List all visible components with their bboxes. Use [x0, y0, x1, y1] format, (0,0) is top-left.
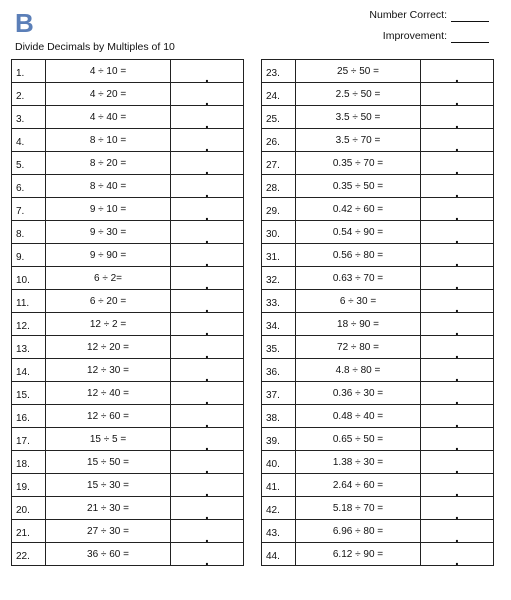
- problem-expression: 4 ÷ 20 =: [46, 83, 171, 106]
- problem-row: [262, 244, 494, 267]
- answer-cell[interactable]: [171, 152, 244, 175]
- improvement-label: Improvement:: [382, 30, 447, 42]
- answer-cell[interactable]: [421, 543, 494, 566]
- answer-cell[interactable]: [171, 221, 244, 244]
- decimal-point-mark: .: [455, 230, 459, 246]
- problem-number: 17.: [12, 428, 46, 451]
- answer-cell[interactable]: [421, 244, 494, 267]
- problem-number: 9.: [12, 244, 46, 267]
- answer-cell[interactable]: [171, 497, 244, 520]
- answer-cell[interactable]: [171, 474, 244, 497]
- problem-row: [12, 382, 244, 405]
- answer-cell[interactable]: [421, 60, 494, 83]
- answer-cell[interactable]: [171, 60, 244, 83]
- problem-number: 32.: [262, 267, 296, 290]
- problem-row: [12, 152, 244, 175]
- problem-row: [12, 175, 244, 198]
- problem-number: 4.: [12, 129, 46, 152]
- decimal-point-mark: .: [205, 138, 209, 154]
- problem-number: 27.: [262, 152, 296, 175]
- problem-number: 1.: [12, 60, 46, 83]
- problem-number: 31.: [262, 244, 296, 267]
- problem-row: [12, 359, 244, 382]
- answer-cell[interactable]: [171, 543, 244, 566]
- problem-row: [12, 106, 244, 129]
- decimal-point-mark: .: [205, 552, 209, 568]
- answer-cell[interactable]: [171, 405, 244, 428]
- problem-expression: 0.56 ÷ 80 =: [296, 244, 421, 267]
- problem-number: 7.: [12, 198, 46, 221]
- decimal-point-mark: .: [455, 368, 459, 384]
- problem-row: [12, 129, 244, 152]
- problem-expression: 36 ÷ 60 =: [46, 543, 171, 566]
- problem-number: 43.: [262, 520, 296, 543]
- problem-expression: 6.12 ÷ 90 =: [296, 543, 421, 566]
- sprint-letter: B: [15, 8, 34, 38]
- answer-cell[interactable]: [171, 129, 244, 152]
- problem-number: 12.: [12, 313, 46, 336]
- problem-number: 6.: [12, 175, 46, 198]
- problem-row: [262, 175, 494, 198]
- answer-cell[interactable]: [421, 313, 494, 336]
- problem-row: [262, 520, 494, 543]
- number-correct-label: Number Correct:: [369, 9, 447, 21]
- decimal-point-mark: .: [205, 161, 209, 177]
- problem-expression: 0.48 ÷ 40 =: [296, 405, 421, 428]
- answer-cell[interactable]: [171, 244, 244, 267]
- problem-row: [12, 313, 244, 336]
- answer-cell[interactable]: [421, 520, 494, 543]
- problem-row: [262, 405, 494, 428]
- answer-cell[interactable]: [171, 520, 244, 543]
- decimal-point-mark: .: [205, 460, 209, 476]
- answer-cell[interactable]: [421, 221, 494, 244]
- answer-cell[interactable]: [171, 290, 244, 313]
- problem-expression: 6 ÷ 2=: [46, 267, 171, 290]
- decimal-point-mark: .: [205, 322, 209, 338]
- problem-row: [262, 129, 494, 152]
- problem-row: [262, 267, 494, 290]
- decimal-point-mark: .: [205, 414, 209, 430]
- problem-expression: 2.64 ÷ 60 =: [296, 474, 421, 497]
- problem-row: [12, 428, 244, 451]
- decimal-point-mark: .: [455, 138, 459, 154]
- answer-cell[interactable]: [421, 129, 494, 152]
- problem-row: [12, 290, 244, 313]
- decimal-point-mark: .: [205, 92, 209, 108]
- problem-row: [262, 290, 494, 313]
- answer-cell[interactable]: [421, 198, 494, 221]
- problem-expression: 5.18 ÷ 70 =: [296, 497, 421, 520]
- decimal-point-mark: .: [455, 207, 459, 223]
- answer-cell[interactable]: [421, 405, 494, 428]
- decimal-point-mark: .: [455, 391, 459, 407]
- decimal-point-mark: .: [205, 184, 209, 200]
- decimal-point-mark: .: [455, 161, 459, 177]
- decimal-point-mark: .: [455, 322, 459, 338]
- problem-number: 26.: [262, 129, 296, 152]
- answer-cell[interactable]: [421, 152, 494, 175]
- problem-number: 3.: [12, 106, 46, 129]
- decimal-point-mark: .: [205, 69, 209, 85]
- problem-row: [262, 60, 494, 83]
- problem-number: 24.: [262, 83, 296, 106]
- problem-expression: 25 ÷ 50 =: [296, 60, 421, 83]
- problem-row: [12, 474, 244, 497]
- problem-number: 35.: [262, 336, 296, 359]
- problem-expression: 0.65 ÷ 50 =: [296, 428, 421, 451]
- problem-expression: 15 ÷ 5 =: [46, 428, 171, 451]
- problem-number: 34.: [262, 313, 296, 336]
- decimal-point-mark: .: [205, 368, 209, 384]
- answer-cell[interactable]: [171, 451, 244, 474]
- problem-row: [12, 198, 244, 221]
- decimal-point-mark: .: [205, 299, 209, 315]
- answer-cell[interactable]: [171, 267, 244, 290]
- problem-number: 8.: [12, 221, 46, 244]
- problem-row: [12, 221, 244, 244]
- number-correct-blank[interactable]: [451, 10, 489, 22]
- problem-row: [262, 221, 494, 244]
- problems-table-left: [11, 59, 244, 566]
- answer-cell[interactable]: [171, 359, 244, 382]
- problem-row: [12, 497, 244, 520]
- problem-row: [12, 336, 244, 359]
- problem-expression: 6.96 ÷ 80 =: [296, 520, 421, 543]
- answer-cell[interactable]: [421, 382, 494, 405]
- problem-row: [262, 106, 494, 129]
- problem-number: 22.: [12, 543, 46, 566]
- problem-expression: 0.54 ÷ 90 =: [296, 221, 421, 244]
- problem-expression: 3.5 ÷ 70 =: [296, 129, 421, 152]
- decimal-point-mark: .: [205, 483, 209, 499]
- problem-number: 16.: [12, 405, 46, 428]
- answer-cell[interactable]: [421, 267, 494, 290]
- problem-expression: 0.35 ÷ 50 =: [296, 175, 421, 198]
- answer-cell[interactable]: [421, 175, 494, 198]
- problem-number: 38.: [262, 405, 296, 428]
- problem-row: [262, 451, 494, 474]
- problem-number: 10.: [12, 267, 46, 290]
- problem-number: 13.: [12, 336, 46, 359]
- problem-number: 15.: [12, 382, 46, 405]
- decimal-point-mark: .: [455, 437, 459, 453]
- problem-expression: 4 ÷ 40 =: [46, 106, 171, 129]
- problem-expression: 9 ÷ 10 =: [46, 198, 171, 221]
- problem-number: 11.: [12, 290, 46, 313]
- problem-row: [12, 543, 244, 566]
- problem-row: [12, 520, 244, 543]
- decimal-point-mark: .: [455, 529, 459, 545]
- problem-number: 28.: [262, 175, 296, 198]
- decimal-point-mark: .: [205, 115, 209, 131]
- decimal-point-mark: .: [205, 529, 209, 545]
- problem-row: [262, 359, 494, 382]
- problem-number: 36.: [262, 359, 296, 382]
- problem-expression: 1.38 ÷ 30 =: [296, 451, 421, 474]
- decimal-point-mark: .: [455, 299, 459, 315]
- decimal-point-mark: .: [455, 414, 459, 430]
- problem-number: 18.: [12, 451, 46, 474]
- problem-expression: 9 ÷ 30 =: [46, 221, 171, 244]
- problem-number: 37.: [262, 382, 296, 405]
- decimal-point-mark: .: [455, 69, 459, 85]
- worksheet-subtitle: Divide Decimals by Multiples of 10: [15, 41, 175, 53]
- answer-cell[interactable]: [421, 359, 494, 382]
- decimal-point-mark: .: [205, 437, 209, 453]
- problem-expression: 15 ÷ 50 =: [46, 451, 171, 474]
- decimal-point-mark: .: [455, 506, 459, 522]
- decimal-point-mark: .: [455, 92, 459, 108]
- problem-expression: 0.35 ÷ 70 =: [296, 152, 421, 175]
- decimal-point-mark: .: [455, 253, 459, 269]
- decimal-point-mark: .: [205, 230, 209, 246]
- decimal-point-mark: .: [205, 506, 209, 522]
- problem-expression: 6 ÷ 20 =: [46, 290, 171, 313]
- answer-cell[interactable]: [171, 175, 244, 198]
- problem-expression: 0.63 ÷ 70 =: [296, 267, 421, 290]
- decimal-point-mark: .: [455, 276, 459, 292]
- decimal-point-mark: .: [455, 552, 459, 568]
- answer-cell[interactable]: [171, 198, 244, 221]
- problem-expression: 12 ÷ 2 =: [46, 313, 171, 336]
- problem-expression: 3.5 ÷ 50 =: [296, 106, 421, 129]
- decimal-point-mark: .: [205, 345, 209, 361]
- problem-row: [262, 497, 494, 520]
- problem-expression: 9 ÷ 90 =: [46, 244, 171, 267]
- decimal-point-mark: .: [205, 391, 209, 407]
- problem-expression: 8 ÷ 20 =: [46, 152, 171, 175]
- problem-number: 19.: [12, 474, 46, 497]
- answer-cell[interactable]: [421, 106, 494, 129]
- problem-number: 5.: [12, 152, 46, 175]
- problem-row: [262, 336, 494, 359]
- problem-expression: 21 ÷ 30 =: [46, 497, 171, 520]
- decimal-point-mark: .: [455, 345, 459, 361]
- answer-cell[interactable]: [171, 83, 244, 106]
- problem-row: [262, 382, 494, 405]
- problem-number: 40.: [262, 451, 296, 474]
- problem-row: [12, 405, 244, 428]
- answer-cell[interactable]: [421, 497, 494, 520]
- problem-number: 23.: [262, 60, 296, 83]
- problem-row: [262, 152, 494, 175]
- answer-cell[interactable]: [171, 106, 244, 129]
- problem-expression: 4.8 ÷ 80 =: [296, 359, 421, 382]
- problem-expression: 8 ÷ 10 =: [46, 129, 171, 152]
- decimal-point-mark: .: [205, 207, 209, 223]
- problem-number: 21.: [12, 520, 46, 543]
- problem-row: [262, 543, 494, 566]
- answer-cell[interactable]: [421, 83, 494, 106]
- problem-expression: 18 ÷ 90 =: [296, 313, 421, 336]
- answer-cell[interactable]: [421, 336, 494, 359]
- number-correct-field: [369, 9, 489, 22]
- problem-expression: 2.5 ÷ 50 =: [296, 83, 421, 106]
- decimal-point-mark: .: [455, 115, 459, 131]
- problem-row: [12, 244, 244, 267]
- answer-cell[interactable]: [171, 336, 244, 359]
- problems-table-right: [261, 59, 494, 566]
- answer-cell[interactable]: [421, 290, 494, 313]
- problem-row: [262, 198, 494, 221]
- answer-cell[interactable]: [421, 474, 494, 497]
- problem-number: 20.: [12, 497, 46, 520]
- answer-cell[interactable]: [421, 428, 494, 451]
- problem-expression: 4 ÷ 10 =: [46, 60, 171, 83]
- decimal-point-mark: .: [455, 483, 459, 499]
- problem-row: [12, 60, 244, 83]
- problem-row: [262, 313, 494, 336]
- problem-number: 44.: [262, 543, 296, 566]
- problem-row: [12, 83, 244, 106]
- problem-number: 14.: [12, 359, 46, 382]
- problem-expression: 12 ÷ 60 =: [46, 405, 171, 428]
- problem-expression: 12 ÷ 40 =: [46, 382, 171, 405]
- problem-number: 30.: [262, 221, 296, 244]
- problem-row: [262, 83, 494, 106]
- improvement-field: [383, 30, 489, 43]
- problem-expression: 6 ÷ 30 =: [296, 290, 421, 313]
- answer-cell[interactable]: [171, 382, 244, 405]
- problem-number: 29.: [262, 198, 296, 221]
- problem-number: 39.: [262, 428, 296, 451]
- problem-expression: 0.42 ÷ 60 =: [296, 198, 421, 221]
- decimal-point-mark: .: [205, 253, 209, 269]
- decimal-point-mark: .: [455, 460, 459, 476]
- problem-row: [12, 451, 244, 474]
- problem-row: [12, 267, 244, 290]
- problem-expression: 15 ÷ 30 =: [46, 474, 171, 497]
- problem-expression: 72 ÷ 80 =: [296, 336, 421, 359]
- problem-number: 42.: [262, 497, 296, 520]
- answer-cell[interactable]: [421, 451, 494, 474]
- problem-expression: 12 ÷ 30 =: [46, 359, 171, 382]
- problem-number: 33.: [262, 290, 296, 313]
- problem-number: 41.: [262, 474, 296, 497]
- problem-expression: 27 ÷ 30 =: [46, 520, 171, 543]
- problem-number: 25.: [262, 106, 296, 129]
- problem-expression: 0.36 ÷ 30 =: [296, 382, 421, 405]
- problem-expression: 8 ÷ 40 =: [46, 175, 171, 198]
- problem-expression: 12 ÷ 20 =: [46, 336, 171, 359]
- problem-row: [262, 474, 494, 497]
- answer-cell[interactable]: [171, 313, 244, 336]
- decimal-point-mark: .: [205, 276, 209, 292]
- problem-row: [262, 428, 494, 451]
- problem-number: 2.: [12, 83, 46, 106]
- improvement-blank[interactable]: [451, 31, 489, 43]
- decimal-point-mark: .: [455, 184, 459, 200]
- answer-cell[interactable]: [171, 428, 244, 451]
